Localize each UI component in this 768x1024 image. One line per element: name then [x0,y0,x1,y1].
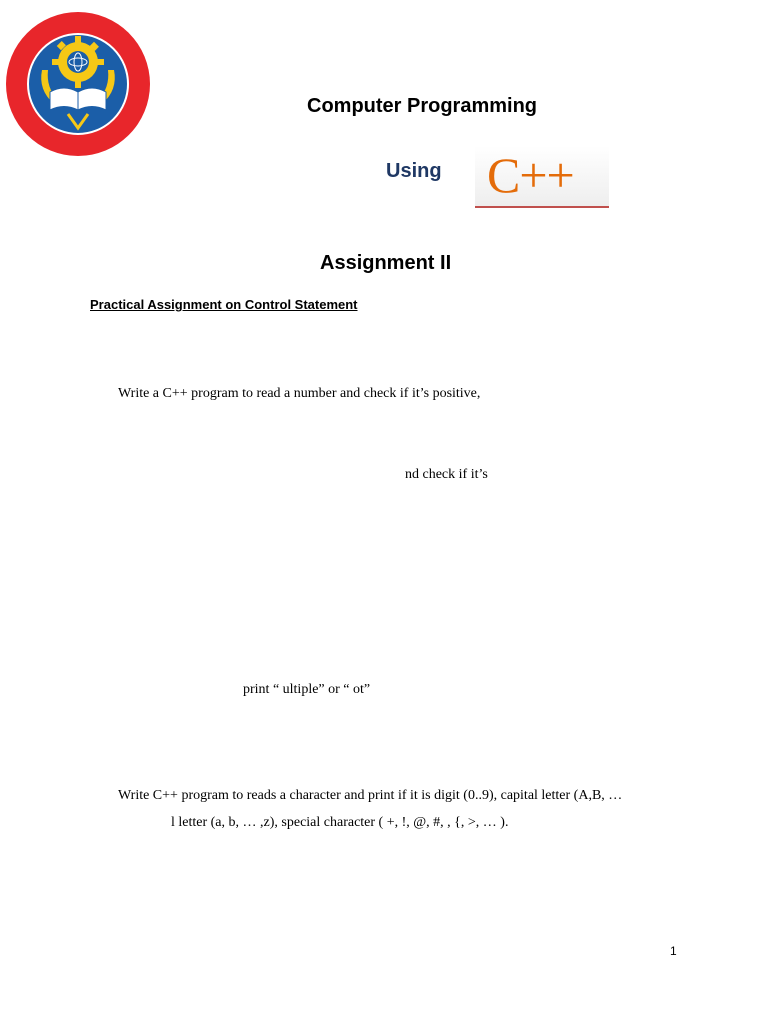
university-logo [6,10,151,158]
assignment-subheading: Practical Assignment on Control Statement [90,297,358,312]
question-4-line-1: Write C++ program to reads a character and print if it is digit (0..9), capital letter (A,B, … [118,788,623,803]
question-2-fragment: nd check if it’s [405,467,488,482]
university-seal-icon [6,10,151,158]
question-1: Write a C++ program to read a number and check if it’s positive, [118,386,481,401]
question-3-fragment: print “ ultiple” or “ ot” [243,682,371,697]
page-number: 1 [670,944,677,958]
using-label: Using [386,160,442,182]
document-title: Computer Programming [307,95,538,117]
question-4-line-2: l letter (a, b, … ,z), special character ( +, !, @, #, , {, >, … ). [171,815,509,830]
cpp-logo [475,146,609,208]
assignment-title: Assignment II [320,252,452,274]
cpp-logo-text: C++ [487,147,574,203]
